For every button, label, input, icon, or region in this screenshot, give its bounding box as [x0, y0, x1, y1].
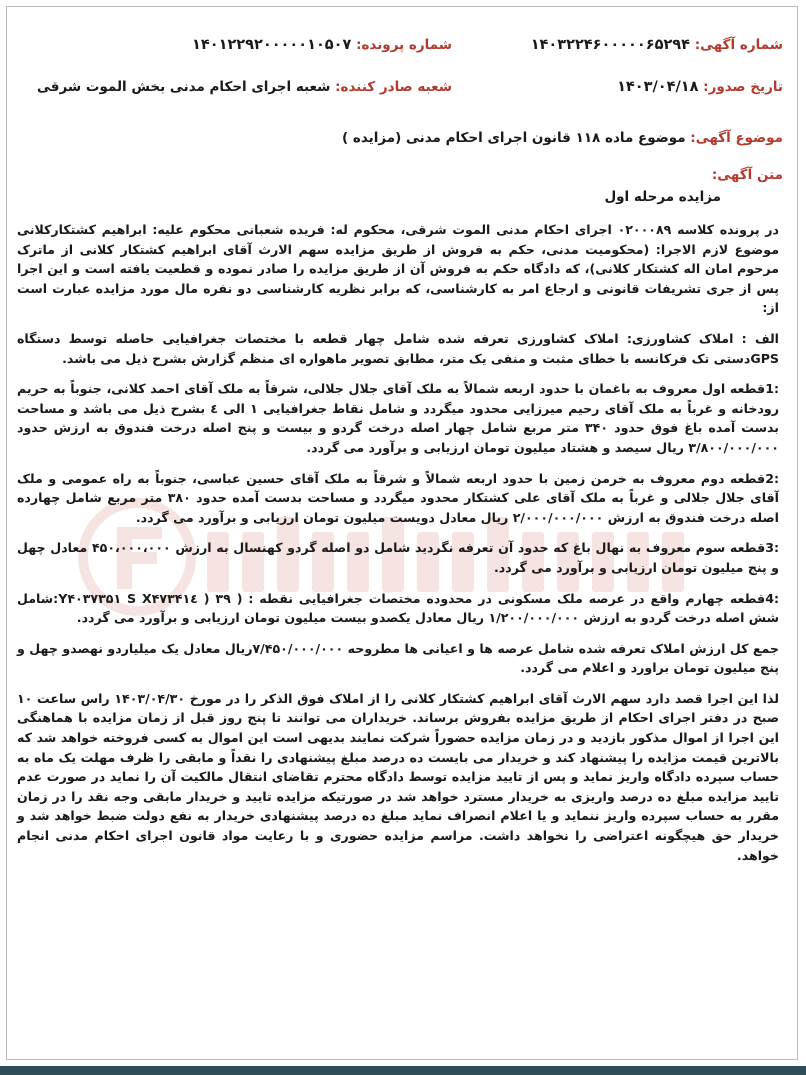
- case-number: [192, 37, 452, 53]
- paragraph-intro: در پرونده کلاسه ۰۲۰۰۰۸۹ اجرای احکام مدنی الموت شرقی، محکوم له: فریده شعبانی محکوم علیه: ابراهیم کشتکارکلانی موضوع لازم الاجرا: (محکومیت مدنی، حکم به فروش از طریق مزایده سهم الارث آقای ابراهیم کشتکار کلانی از ماترک مرحوم امان اله کشتکار کلانی)، که دادگاه حکم به فروش آن از طریق مزایده را صادر نموده و قطعیت یافته است و این اجرا پس از جری تشریفات قانونی و ارجاع امر به کارشناسی، که برابر نظریه کارشناسی دو نفره مال مورد مزایده عبارت است از:: [17, 222, 779, 316]
- auction-stage-title: مزایده مرحله اول: [604, 189, 721, 205]
- issuer-value: شعبه اجرای احکام مدنی بخش الموت شرقی: [37, 79, 331, 95]
- ad-number: [531, 37, 783, 53]
- paragraph-agricultural: الف : املاک کشاورزی: املاک کشاورزی تعرفه شده شامل چهار قطعه با مختصات جغرافیایی حاصله توسط دستگاه GPSدستی تک فرکانسه با خطای مثبت و منفی یک متر، مطابق تصویر ماهواره ای منظم گزارش بشرح ذیل می باشد.: [17, 330, 779, 366]
- notice-page: [6, 6, 798, 1060]
- issue-date: [617, 79, 783, 95]
- bottom-bar: [0, 1066, 806, 1075]
- paragraph-terms: لذا این اجرا قصد دارد سهم الارث آقای ابراهیم کشتکار کلانی را از املاک فوق الذکر را در مورخ ۱۴۰۳/۰۴/۳۰ راس ساعت ۱۰ صبح در دفتر اجرای احکام از طریق مزایده بفروش برساند. خریداران می توانند تا پنج روز قبل از زمان مزایده با هماهنگی این اجرا از اموال مذکور بازدید و در زمان مزایده حضوراً شرکت نمایند بدیهی است این اموال به کسی فروخته خواهد شد که بالاترین قیمت مزایده را پیشنهاد کند و خریدار می بایست ده درصد مبلغ پیشنهادی را نقداً و مابقی را ظرف مهلت یک ماه به حساب سپرده دادگاه واریز نماید و پس از تایید مزایده توسط دادگاه محترم تقاضای انتقال مالکیت آن را نماید در صورت عدم تایید مزایده مبلغ ده درصد واریزی به خریدار مسترد خواهد شد در صورتیکه مزایده تایید و خریدار مابقی وجه نقد را در زمان مقرر به حساب سپرده واریز ننماید و یا اعلام انصراف نماید مبلغ ده درصد پیشنهادی خریدار به نفع دولت ضبط خواهد شد و خریدار حق هیچگونه اعتراضی را نخواهد داشت. مراسم مزایده حضوری و با رعایت مواد قانون اجرای احکام مدنی انجام خواهد.: [17, 690, 779, 863]
- subject-value: موضوع ماده ۱۱۸ قانون اجرای احکام مدنی (مزایده ): [342, 130, 686, 146]
- issue-date-value: ۱۴۰۳/۰۴/۱۸: [617, 79, 699, 95]
- notice-subject: [342, 130, 783, 146]
- issuer-label: شعبه صادر کننده:: [335, 79, 452, 95]
- notice-text-label: متن آگهی:: [711, 167, 783, 183]
- notice-body: [17, 220, 779, 876]
- subject-label: موضوع آگهی:: [690, 130, 783, 146]
- paragraph-plot-2: :2قطعه دوم معروف به خرمن زمین با حدود اربعه شمالاً و شرقاً به ملک آقای حسین عباسی، جنوباً به راه عمومی و ملک آقای جلال جلالی و غرباً به ملک آقای علی کشتکار محدود میگردد و مساحت بدست آمده حدود ۳۸۰ متر مربع شامل چهارده اصله درخت فندوق به ارزش ۲/۰۰۰/۰۰۰/۰۰۰ ریال معادل دویست میلیون تومان ارزیابی و برآورد می گردد.: [17, 470, 779, 525]
- issuer: [37, 79, 452, 95]
- paragraph-total: جمع کل ارزش املاک تعرفه شده شامل عرصه ها و اعیانی ها مطروحه ۷/۴۵۰/۰۰۰/۰۰۰ریال معادل یک میلیاردو نهصدو چهل و پنج میلیون تومان براورد و اعلام می گردد.: [17, 640, 779, 676]
- issue-date-label: تاریخ صدور:: [703, 79, 783, 95]
- case-number-value: ۱۴۰۱۲۲۹۲۰۰۰۰۰۱۰۵۰۷: [192, 37, 352, 53]
- case-number-label: شماره پرونده:: [356, 37, 452, 53]
- ad-number-value: ۱۴۰۳۲۲۴۶۰۰۰۰۰۶۵۲۹۴: [530, 37, 690, 53]
- paragraph-plot-1: :1قطعه اول معروف به باغمان با حدود اربعه شمالاً به ملک آقای جلال جلالی، شرقاً به ملک آقای احمد کلانی، جنوباً به حریم رودخانه و غرباً به ملک آقای رحیم میرزایی محدود میگردد و شامل نقاط جغرافیایی ۱ الی ٤ بشرح ذیل می باشد و مساحت بدست آمده باغ فوق حدود ۳۴۰ متر مربع شامل چهار اصله درخت گردو و بیست و پنج اصله درخت فندوق به ارزش حدود ۳/۸۰۰/۰۰۰/۰۰۰ ریال سیصد و هشتاد میلیون تومان ارزیابی و برآورد می گردد.: [17, 381, 779, 455]
- paragraph-plot-3: :3قطعه سوم معروف به نهال باغ که حدود آن تعرفه نگردید شامل دو اصله گردو کهنسال به ارزش ۴۵۰،۰۰۰،۰۰۰ معادل چهل و پنج میلیون تومان ارزیابی و برآورد می گردد.: [17, 540, 779, 575]
- notice-header: [7, 7, 797, 117]
- paragraph-plot-4: :4قطعه چهارم واقع در عرصه ملک مسکونی در محدوده مختصات جغرافیایی نقطه : ( ۳۹ ( X۴۷۳۴۱٤ Y۴۰۳۷۳۵۱ S:شامل شش اصله درخت گردو به ارزش ۱/۲۰۰/۰۰۰/۰۰۰ ریال معادل یکصدو بیست میلیون تومان ارزیابی و برآورد می گردد.: [17, 590, 779, 626]
- ad-number-label: شماره آگهی:: [694, 37, 783, 53]
